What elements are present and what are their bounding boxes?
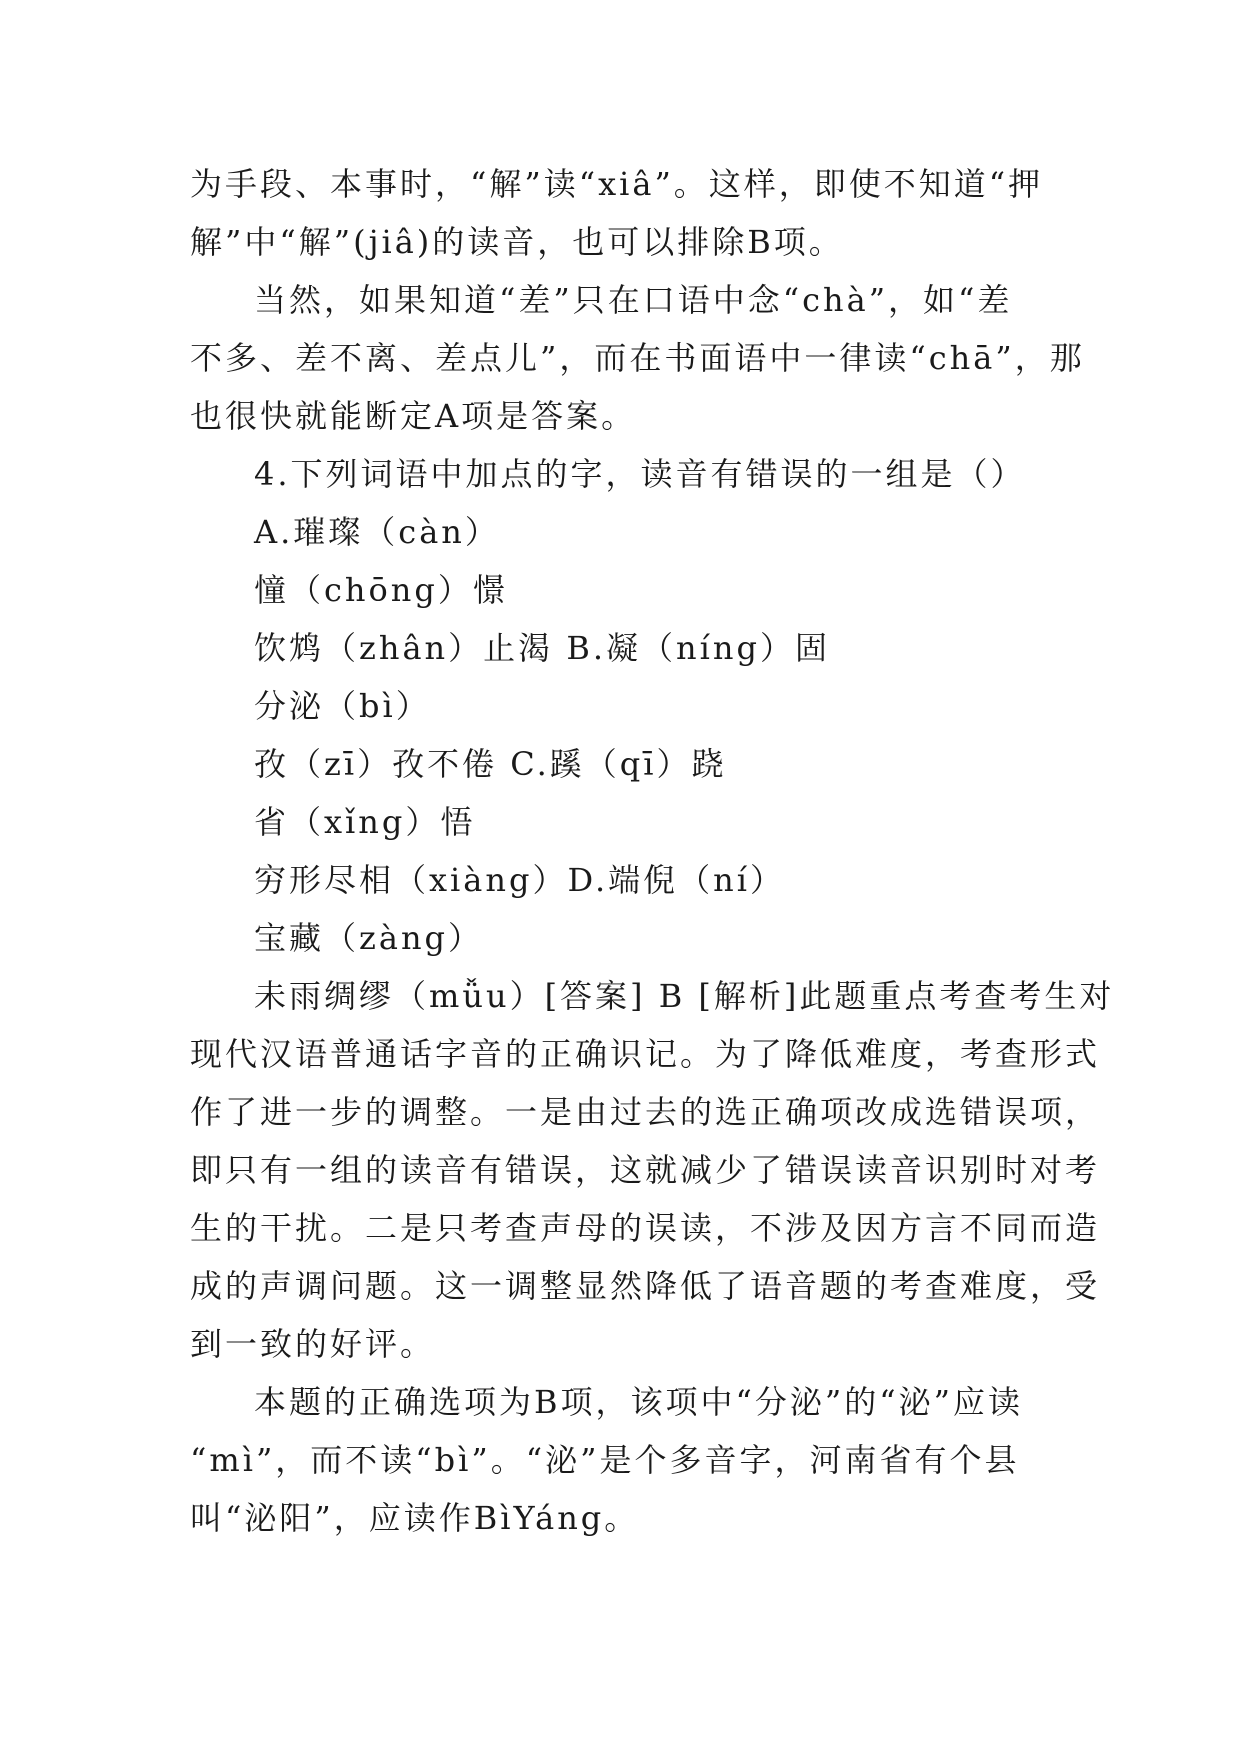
text-line: 作了进一步的调整。一是由过去的选正确项改成选错误项， <box>190 1093 1101 1131</box>
text-line: 解”中“解”(jiâ)的读音，也可以排除B项。 <box>190 223 844 261</box>
option-line: 省（xǐng）悟 <box>254 803 476 841</box>
text-line: 成的声调问题。这一调整显然降低了语音题的考查难度，受 <box>190 1267 1101 1305</box>
text-line: 不多、差不离、差点儿”，而在书面语中一律读“chā”，那 <box>190 339 1085 377</box>
paragraph-start: 本题的正确选项为B项，该项中“分泌”的“泌”应读 <box>254 1383 1023 1421</box>
option-line: 穷形尽相（xiàng）D.端倪（ní） <box>254 861 785 899</box>
option-line: 饮鸩（zhân）止渴 B.凝（níng）固 <box>254 629 830 667</box>
text-line: 现代汉语普通话字音的正确识记。为了降低难度，考查形式 <box>190 1035 1101 1073</box>
text-line: 到一致的好评。 <box>190 1325 436 1363</box>
option-line: A.璀璨（càn） <box>254 513 500 551</box>
document-body <box>190 155 1115 1547</box>
option-line: 孜（zī）孜不倦 C.蹊（qī）跷 <box>254 745 727 783</box>
text-line: 生的干扰。二是只考查声母的误读，不涉及因方言不同而造 <box>190 1209 1101 1247</box>
option-line: 分泌（bì） <box>254 687 431 725</box>
option-line: 宝藏（zàng） <box>254 919 484 957</box>
paragraph-start: 当然，如果知道“差”只在口语中念“chà”，如“差 <box>254 281 1013 319</box>
option-line: 憧（chōng）憬 <box>254 571 508 609</box>
text-line: 也很快就能断定A项是答案。 <box>190 397 637 435</box>
text-line: 即只有一组的读音有错误，这就减少了错误读音识别时对考 <box>190 1151 1101 1189</box>
text-line: “mì”，而不读“bì”。“泌”是个多音字，河南省有个县 <box>190 1441 1020 1479</box>
answer-analysis-start: 未雨绸缪（mǚu）[答案] B [解析]此题重点考查考生对 <box>254 977 1115 1015</box>
text-line: 为手段、本事时，“解”读“xiâ”。这样，即使不知道“押 <box>190 165 1044 203</box>
text-line: 叫“泌阳”，应读作BìYáng。 <box>190 1499 640 1537</box>
question-stem: 4.下列词语中加点的字，读音有错误的一组是（） <box>254 455 1026 493</box>
